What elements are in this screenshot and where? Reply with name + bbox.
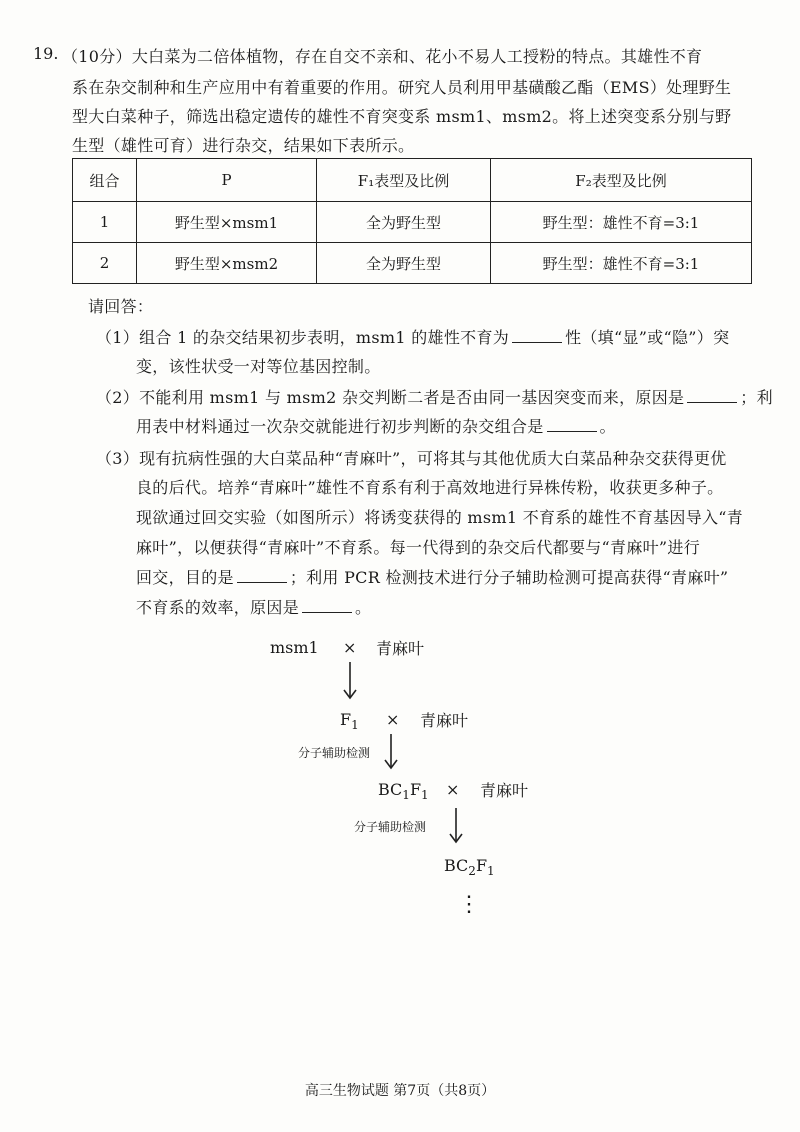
table-header-row <box>73 159 752 202</box>
diagram-cross: × <box>386 710 400 729</box>
down-arrow-icon <box>381 732 401 774</box>
answer-blank <box>547 417 597 432</box>
q3-text-5a: 回交，目的是 <box>136 568 234 587</box>
answer-prompt: 请回答： <box>88 297 154 316</box>
diagram-qingmaye: 青麻叶 <box>480 781 529 800</box>
down-arrow-icon <box>446 806 466 848</box>
table-header: P <box>137 159 317 202</box>
subquestion-1-line-2: 变，该性状受一对等位基因控制。 <box>136 357 381 376</box>
table-cell: 野生型：雄性不育=3:1 <box>491 202 752 243</box>
table-cell: 全为野生型 <box>317 202 491 243</box>
table-cell: 野生型×msm1 <box>137 202 317 243</box>
question-number: 19. <box>33 44 59 63</box>
table-header: F₁表型及比例 <box>317 159 491 202</box>
subquestion-3-line-4: 麻叶”，以便获得“青麻叶”不育系。每一代得到的杂交后代都要与“青麻叶”进行 <box>136 538 700 557</box>
diagram-qingmaye: 青麻叶 <box>420 711 469 730</box>
answer-blank <box>687 388 737 403</box>
q2-text-a: （2）不能利用 msm1 与 msm2 杂交判断二者是否由同一基因突变而来，原因是 <box>96 388 685 407</box>
subquestion-1-line-1 <box>96 325 729 348</box>
subquestion-2-line-1 <box>96 385 773 408</box>
diagram-cross: × <box>446 780 460 799</box>
diagram-f1: $F_1$ <box>340 710 359 733</box>
table-row <box>73 202 752 243</box>
subquestion-3-line-6 <box>136 595 371 618</box>
table-cell: 全为野生型 <box>317 243 491 284</box>
table-cell: 野生型：雄性不育=3:1 <box>491 243 752 284</box>
question-stem-line-3: 型大白菜种子，筛选出稳定遗传的雄性不育突变系 msm1、msm2。将上述突变系分别与野 <box>72 107 732 126</box>
diagram-detect-label: 分子辅助检测 <box>298 746 371 760</box>
q1-text-a: （1）组合 1 的杂交结果初步表明，msm1 的雄性不育为 <box>96 328 510 347</box>
question-stem-line-4: 生型（雄性可育）进行杂交，结果如下表所示。 <box>72 136 415 155</box>
subquestion-3-line-5 <box>136 565 728 588</box>
diagram-msm1: msm1 <box>270 638 319 657</box>
page-footer: 高三生物试题 第7页（共8页） <box>304 1083 496 1099</box>
answer-blank <box>237 568 287 583</box>
table-cell: 1 <box>73 202 137 243</box>
subquestion-3-line-2: 良的后代。培养“青麻叶”雄性不育系有利于高效地进行异株传粉，收获更多种子。 <box>136 478 724 497</box>
subquestion-2-line-2 <box>136 414 616 437</box>
diagram-bc1f1: $BC_1F_1$ <box>378 780 429 803</box>
question-stem-line-1: （10分）大白菜为二倍体植物，存在自交不亲和、花小不易人工授粉的特点。其雄性不育 <box>62 47 703 66</box>
table-cell: 2 <box>73 243 137 284</box>
q2-text-d: 。 <box>599 417 616 436</box>
subquestion-3-line-3: 现欲通过回交实验（如图所示）将诱变获得的 msm1 不育系的雄性不育基因导入“青 <box>136 508 744 527</box>
diagram-qingmaye: 青麻叶 <box>376 639 425 658</box>
table-cell: 野生型×msm2 <box>137 243 317 284</box>
q3-text-6b: 。 <box>355 598 372 617</box>
answer-blank <box>302 598 352 613</box>
q2-text-b: ；利 <box>740 388 773 407</box>
q3-text-5b: ；利用 PCR 检测技术进行分子辅助检测可提高获得“青麻叶” <box>289 568 729 587</box>
answer-blank <box>512 328 562 343</box>
table-header: F₂表型及比例 <box>491 159 752 202</box>
results-table <box>72 158 752 284</box>
table-header: 组合 <box>73 159 137 202</box>
diagram-detect-label: 分子辅助检测 <box>354 820 427 834</box>
table-row <box>73 243 752 284</box>
question-stem-line-2: 系在杂交制种和生产应用中有着重要的作用。研究人员利用甲基磺酸乙酯（EMS）处理野生 <box>72 78 732 97</box>
diagram-cross: × <box>343 638 357 657</box>
diagram-continuation-dots: ⋮ <box>458 892 480 917</box>
q3-text-6a: 不育系的效率，原因是 <box>136 598 300 617</box>
q2-text-c: 用表中材料通过一次杂交就能进行初步判断的杂交组合是 <box>136 417 544 436</box>
diagram-bc2f1: $BC_2F_1$ <box>444 856 495 879</box>
q1-text-b: 性（填“显”或“隐”）突 <box>565 328 730 347</box>
down-arrow-icon <box>340 660 360 702</box>
subquestion-3-line-1: （3）现有抗病性强的大白菜品种“青麻叶”，可将其与其他优质大白菜品种杂交获得更优 <box>96 449 727 468</box>
